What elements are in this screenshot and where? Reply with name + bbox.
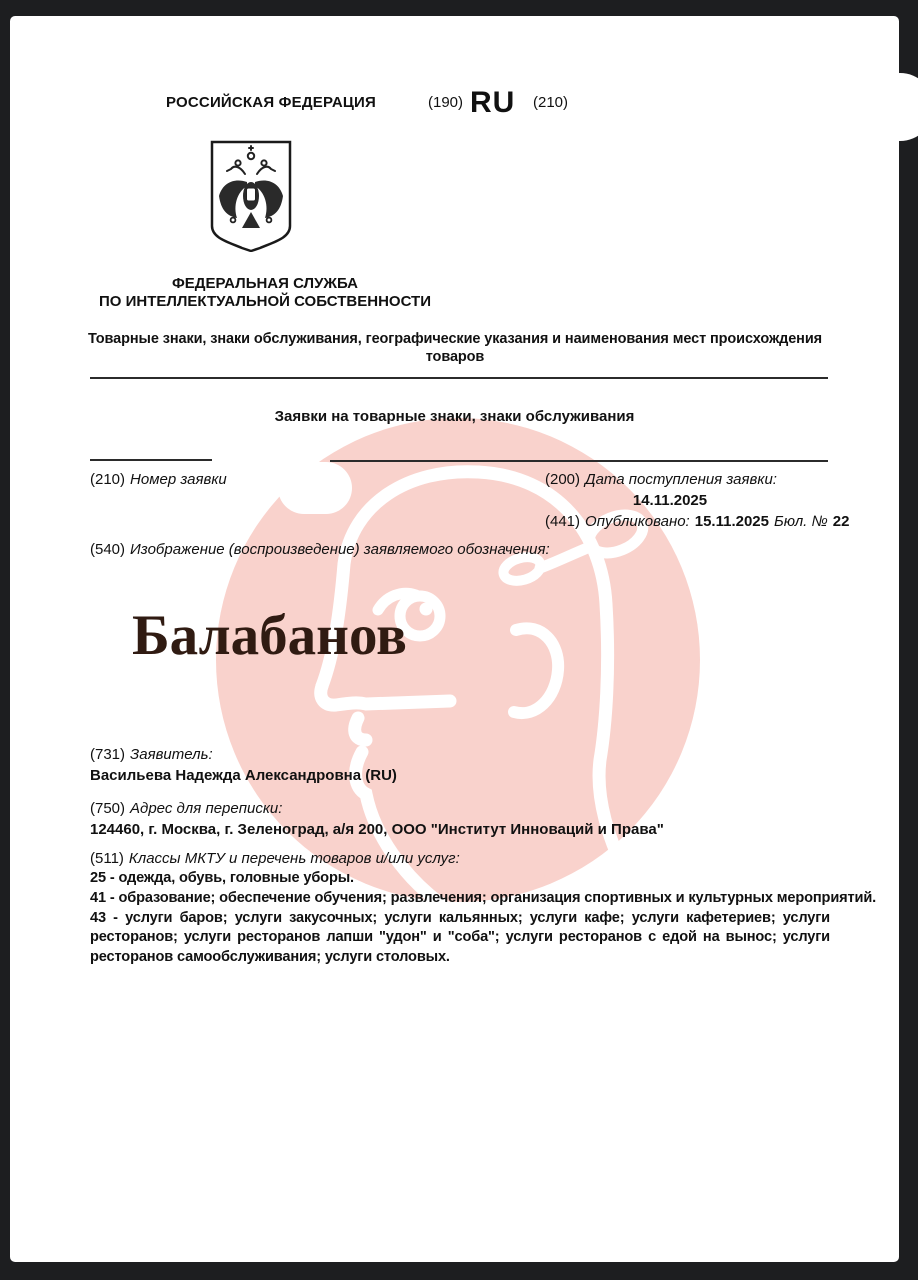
field-address bbox=[90, 800, 282, 818]
class-item-25: 25 - одежда, обувь, головные уборы. bbox=[90, 870, 354, 886]
inid-code: (441) bbox=[545, 513, 581, 530]
field-label: Классы МКТУ и перечень товаров и/или услуг: bbox=[128, 850, 460, 867]
field-image-caption bbox=[90, 541, 550, 559]
document-page bbox=[10, 16, 899, 1262]
field-label: Изображение (воспроизведение) заявляемого обозначения: bbox=[130, 541, 550, 558]
bulletin-label: Бюл. № bbox=[773, 513, 828, 530]
field-filing-date bbox=[545, 471, 795, 510]
russian-coat-of-arms-icon bbox=[210, 140, 292, 252]
published-date-value: 15.11.2025 bbox=[694, 513, 769, 530]
redaction-blob bbox=[278, 462, 352, 514]
country-title: РОССИЙСКАЯ ФЕДЕРАЦИЯ bbox=[166, 94, 377, 111]
field-label: Дата поступления заявки: bbox=[585, 471, 777, 488]
inid-code: (750) bbox=[90, 800, 126, 817]
field-published bbox=[545, 513, 849, 531]
field-label: Адрес для переписки: bbox=[130, 800, 283, 817]
inid-code: (210) bbox=[90, 471, 126, 488]
inid-code: (731) bbox=[90, 746, 126, 763]
inid-code-190: (190) bbox=[428, 94, 464, 111]
field-label: Заявитель: bbox=[130, 746, 213, 763]
section-title: Заявки на товарные знаки, знаки обслуживания bbox=[274, 408, 635, 425]
field-classes bbox=[90, 850, 460, 868]
applicant-name: Васильева Надежда Александровна (RU) bbox=[90, 767, 397, 784]
country-code-ru: RU bbox=[470, 86, 516, 119]
bulletin-number: 22 bbox=[832, 513, 850, 530]
agency-line1: ФЕДЕРАЛЬНАЯ СЛУЖБА bbox=[171, 275, 359, 292]
horizontal-rule-short bbox=[90, 459, 212, 461]
field-applicant bbox=[90, 746, 213, 764]
inid-code-210-top: (210) bbox=[533, 94, 569, 111]
class-item-43: 43 - услуги баров; услуги закусочных; услуги кальянных; услуги кафе; услуги кафетериев; услуги ресторанов; услуги ресторанов лапши "удон" и "соба"; услуги ресторанов с едой на вынос; услуги ресторанов самообслуживания; услуги столовых. bbox=[90, 909, 830, 966]
field-label: Номер заявки bbox=[130, 471, 227, 488]
agency-name bbox=[70, 275, 460, 311]
classes-list bbox=[90, 869, 877, 968]
class-item-41: 41 - образование; обеспечение обучения; развлечения; организация спортивных и культурных мероприятий. bbox=[90, 889, 877, 906]
field-application-number bbox=[90, 471, 227, 489]
inid-code: (200) bbox=[545, 471, 581, 488]
agency-line2: ПО ИНТЕЛЛЕКТУАЛЬНОЙ СОБСТВЕННОСТИ bbox=[98, 293, 432, 310]
inid-code: (511) bbox=[90, 850, 124, 867]
filing-date-value: 14.11.2025 bbox=[632, 492, 708, 509]
horizontal-rule bbox=[90, 377, 828, 379]
trademark-wordmark: Балабанов bbox=[132, 604, 407, 667]
inid-code: (540) bbox=[90, 541, 126, 558]
document-type-title: Товарные знаки, знаки обслуживания, географические указания и наименования мест происхождения товаров bbox=[87, 331, 823, 365]
field-label: Опубликовано: bbox=[585, 513, 690, 530]
address-value: 124460, г. Москва, г. Зеленоград, а/я 200, ООО "Институт Инноваций и Права" bbox=[90, 821, 664, 838]
horizontal-rule-long bbox=[330, 460, 828, 462]
